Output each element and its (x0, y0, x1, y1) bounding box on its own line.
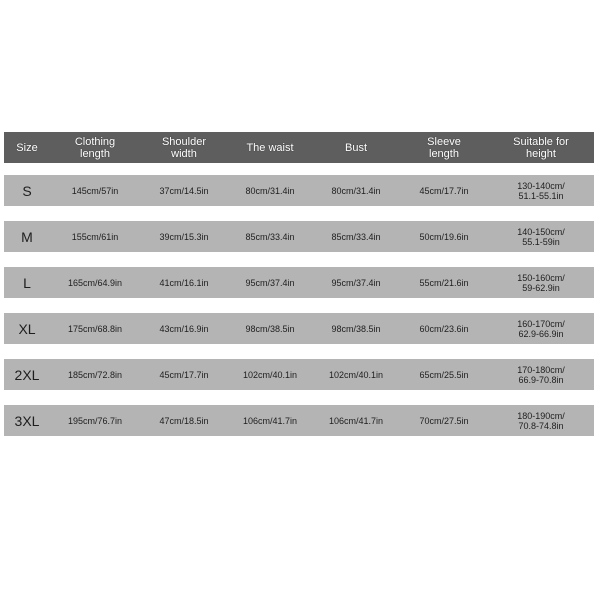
cell-waist: 106cm/41.7in (242, 415, 298, 426)
cell-suitable-height: 180-190cm/ 70.8-74.8in (517, 410, 565, 431)
cell-sleeve-length: 70cm/27.5in (419, 415, 469, 426)
cell-waist: 98cm/38.5in (245, 323, 295, 334)
cell-bust: 106cm/41.7in (328, 415, 384, 426)
cell-shoulder-width: 39cm/15.3in (159, 231, 209, 242)
header-shoulder-width: Shoulder width (161, 135, 207, 160)
cell-sleeve-length: 65cm/25.5in (419, 369, 469, 380)
cell-clothing-length: 165cm/64.9in (67, 277, 123, 288)
cell-shoulder-width: 45cm/17.7in (159, 369, 209, 380)
cell-bust: 85cm/33.4in (331, 231, 381, 242)
cell-waist: 80cm/31.4in (245, 185, 295, 196)
header-suitable-height: Suitable for height (513, 135, 569, 160)
cell-sleeve-length: 60cm/23.6in (419, 323, 469, 334)
cell-bust: 80cm/31.4in (331, 185, 381, 196)
cell-size: 3XL (14, 412, 40, 429)
cell-sleeve-length: 45cm/17.7in (419, 185, 469, 196)
cell-size: M (21, 228, 33, 245)
cell-suitable-height: 170-180cm/ 66.9-70.8in (517, 364, 565, 385)
cell-bust: 102cm/40.1in (328, 369, 384, 380)
cell-shoulder-width: 41cm/16.1in (159, 277, 209, 288)
cell-size: XL (18, 320, 36, 337)
cell-waist: 102cm/40.1in (242, 369, 298, 380)
cell-clothing-length: 185cm/72.8in (67, 369, 123, 380)
cell-sleeve-length: 55cm/21.6in (419, 277, 469, 288)
cell-waist: 85cm/33.4in (245, 231, 295, 242)
cell-clothing-length: 195cm/76.7in (67, 415, 123, 426)
cell-clothing-length: 155cm/61in (71, 231, 119, 242)
cell-clothing-length: 145cm/57in (71, 185, 119, 196)
table-row (4, 405, 594, 436)
cell-suitable-height: 140-150cm/ 55.1-59in (517, 226, 565, 247)
cell-size: L (23, 274, 31, 291)
table-row (4, 175, 594, 206)
cell-suitable-height: 150-160cm/ 59-62.9in (517, 272, 565, 293)
cell-bust: 95cm/37.4in (331, 277, 381, 288)
header-waist: The waist (246, 141, 294, 154)
cell-suitable-height: 130-140cm/ 51.1-55.1in (517, 180, 565, 201)
table-row (4, 267, 594, 298)
cell-clothing-length: 175cm/68.8in (67, 323, 123, 334)
cell-shoulder-width: 43cm/16.9in (159, 323, 209, 334)
cell-waist: 95cm/37.4in (245, 277, 295, 288)
cell-sleeve-length: 50cm/19.6in (419, 231, 469, 242)
size-chart-header (4, 132, 594, 163)
header-size: Size (16, 141, 38, 154)
header-clothing-length: Clothing length (74, 135, 116, 160)
cell-suitable-height: 160-170cm/ 62.9-66.9in (517, 318, 565, 339)
cell-shoulder-width: 47cm/18.5in (159, 415, 209, 426)
cell-bust: 98cm/38.5in (331, 323, 381, 334)
cell-size: S (22, 182, 32, 199)
table-row (4, 313, 594, 344)
cell-size: 2XL (14, 366, 40, 383)
cell-shoulder-width: 37cm/14.5in (159, 185, 209, 196)
table-row (4, 359, 594, 390)
table-row (4, 221, 594, 252)
header-sleeve-length: Sleeve length (427, 135, 461, 160)
header-bust: Bust (344, 141, 367, 154)
